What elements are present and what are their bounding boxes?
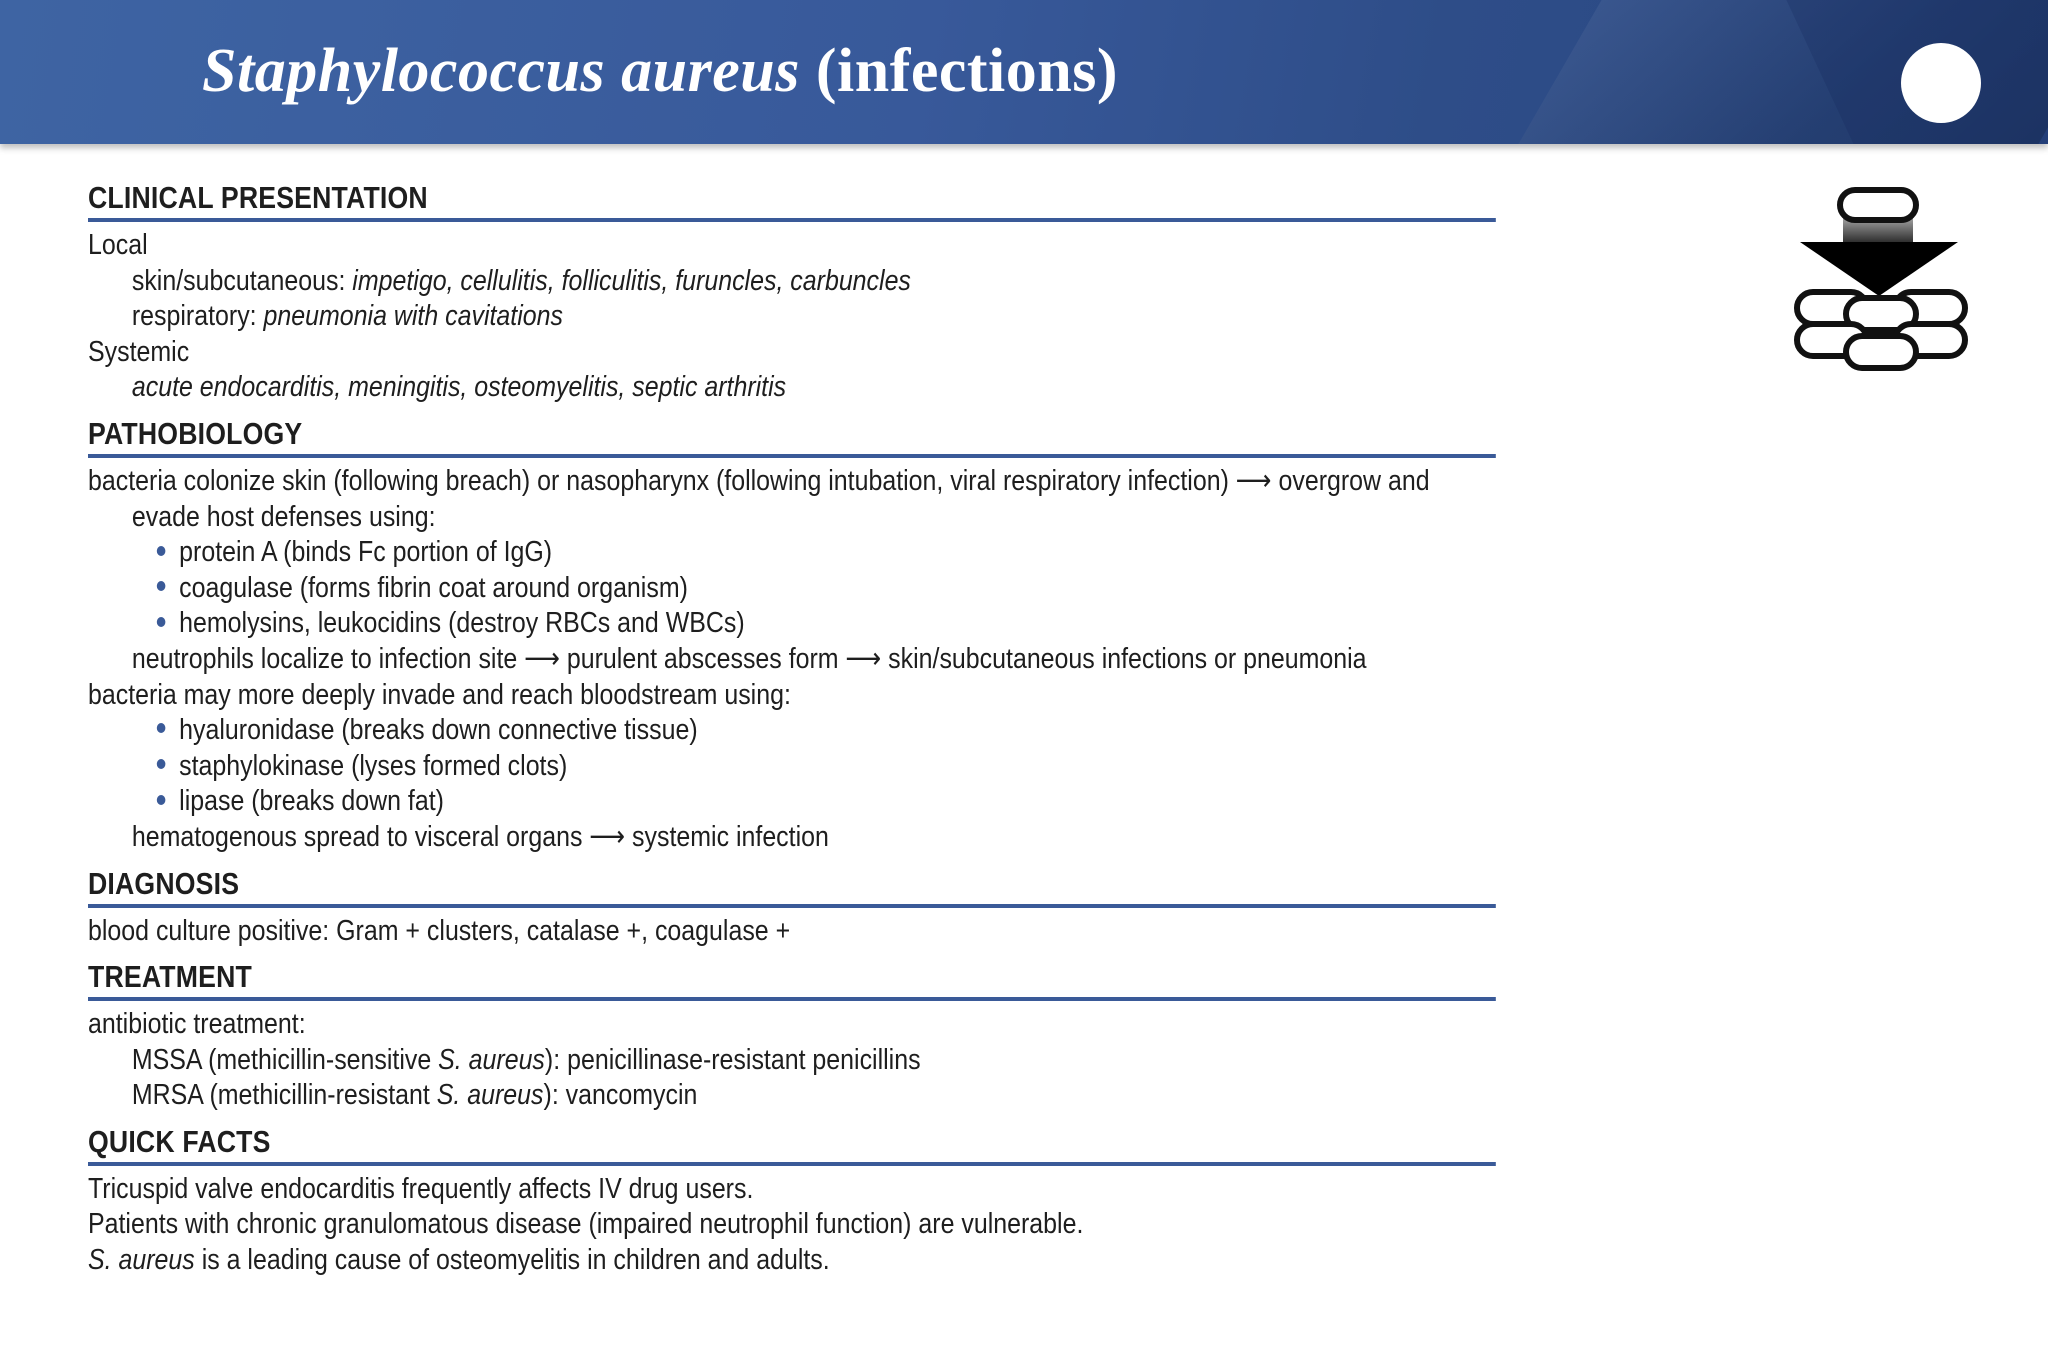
bullet-icon [157, 571, 179, 607]
quick-fact-organism: S. aureus [88, 1244, 195, 1277]
clinical-resp-items: pneumonia with cavitations [263, 300, 563, 333]
section-title-clinical-presentation: CLINICAL PRESENTATION [88, 178, 1496, 222]
quick-fact: Patients with chronic granulomatous disease (impaired neutrophil function) are vulnerable. [88, 1208, 1084, 1241]
section-body-quick-facts [88, 1166, 1299, 1279]
quick-fact-text: is a leading cause of osteomyelitis in children and adults. [194, 1244, 830, 1277]
quick-fact: Tricuspid valve endocarditis frequently affects IV drug users. [88, 1172, 754, 1205]
section-title-treatment: TREATMENT [88, 957, 1496, 1001]
diagnosis-line: blood culture positive: Gram + clusters, catalase +, coagulase + [88, 914, 791, 947]
bacteria-cluster-arrow-icon [1790, 180, 1970, 380]
section-title-pathobiology: PATHOBIOLOGY [88, 414, 1496, 458]
mssa-suffix: ): penicillinase-resistant penicillins [544, 1043, 921, 1076]
treatment-mrsa [88, 1078, 1299, 1114]
clinical-systemic-heading: Systemic [88, 335, 190, 368]
clinical-local-heading: Local [88, 229, 148, 261]
mssa-organism: S. aureus [438, 1043, 545, 1076]
clinical-systemic-list: acute endocarditis, meningitis, osteomyelitis, septic arthritis [131, 371, 787, 404]
list-item [88, 784, 1299, 820]
list-item [88, 713, 1299, 749]
quick-fact [88, 1243, 1299, 1279]
section-title-quick-facts: QUICK FACTS [88, 1122, 1496, 1166]
list-item-text: coagulase (forms fibrin coat around organism) [179, 571, 688, 604]
patho-line: evade host defenses using: [131, 500, 436, 533]
patho-line: bacteria may more deeply invade and reach bloodstream using: [88, 678, 791, 711]
clinical-resp-line [88, 299, 1299, 335]
mrsa-organism: S. aureus [436, 1079, 544, 1112]
patho-line: bacteria colonize skin (following breach) or nasopharynx (following intubation, viral respiratory infection) ⟶ overgrow and [88, 464, 1430, 497]
list-item-text: hyaluronidase (breaks down connective tissue) [179, 714, 698, 747]
mrsa-prefix: MRSA (methicillin-resistant [131, 1079, 437, 1112]
header-banner [0, 0, 2048, 144]
clinical-resp-label: respiratory: [131, 300, 264, 333]
section-body-diagnosis [88, 908, 1299, 950]
list-item [88, 535, 1299, 571]
mssa-prefix: MSSA (methicillin-sensitive [131, 1043, 439, 1076]
list-item [88, 571, 1299, 607]
bullet-icon [157, 535, 179, 571]
clinical-skin-line [88, 264, 1299, 300]
section-body-clinical-presentation [88, 222, 1299, 406]
list-item [88, 749, 1299, 785]
title-organism: Staphylococcus aureus [202, 37, 800, 105]
bullet-icon [157, 784, 179, 820]
list-item [88, 606, 1299, 642]
main-content [88, 178, 1430, 1279]
section-body-pathobiology [88, 458, 1430, 856]
section-title-diagnosis: DIAGNOSIS [88, 864, 1496, 908]
clinical-systemic-items [88, 370, 1299, 406]
title-suffix: (infections) [799, 37, 1119, 105]
bullet-icon [157, 606, 179, 642]
list-item-text: lipase (breaks down fat) [179, 785, 444, 818]
patho-line: hematogenous spread to visceral organs ⟶ systemic infection [131, 820, 829, 853]
patho-line: neutrophils localize to infection site ⟶ purulent abscesses form ⟶ skin/subcutaneous infections or pneumonia [131, 642, 1367, 675]
bullet-icon [157, 713, 179, 749]
clinical-skin-label: skin/subcutaneous: [131, 264, 353, 297]
treatment-mssa [88, 1043, 1299, 1079]
list-item-text: protein A (binds Fc portion of IgG) [179, 536, 553, 569]
bullet-icon [157, 749, 179, 785]
mrsa-suffix: ): vancomycin [543, 1079, 698, 1112]
list-item-text: staphylokinase (lyses formed clots) [179, 749, 568, 782]
treatment-line: antibiotic treatment: [88, 1008, 306, 1041]
page-title [202, 37, 1119, 105]
clinical-skin-items: impetigo, cellulitis, folliculitis, furuncles, carbuncles [352, 264, 911, 297]
list-item-text: hemolysins, leukocidins (destroy RBCs and WBCs) [179, 607, 745, 640]
header-circle [1901, 43, 1981, 123]
section-body-treatment [88, 1001, 1299, 1114]
